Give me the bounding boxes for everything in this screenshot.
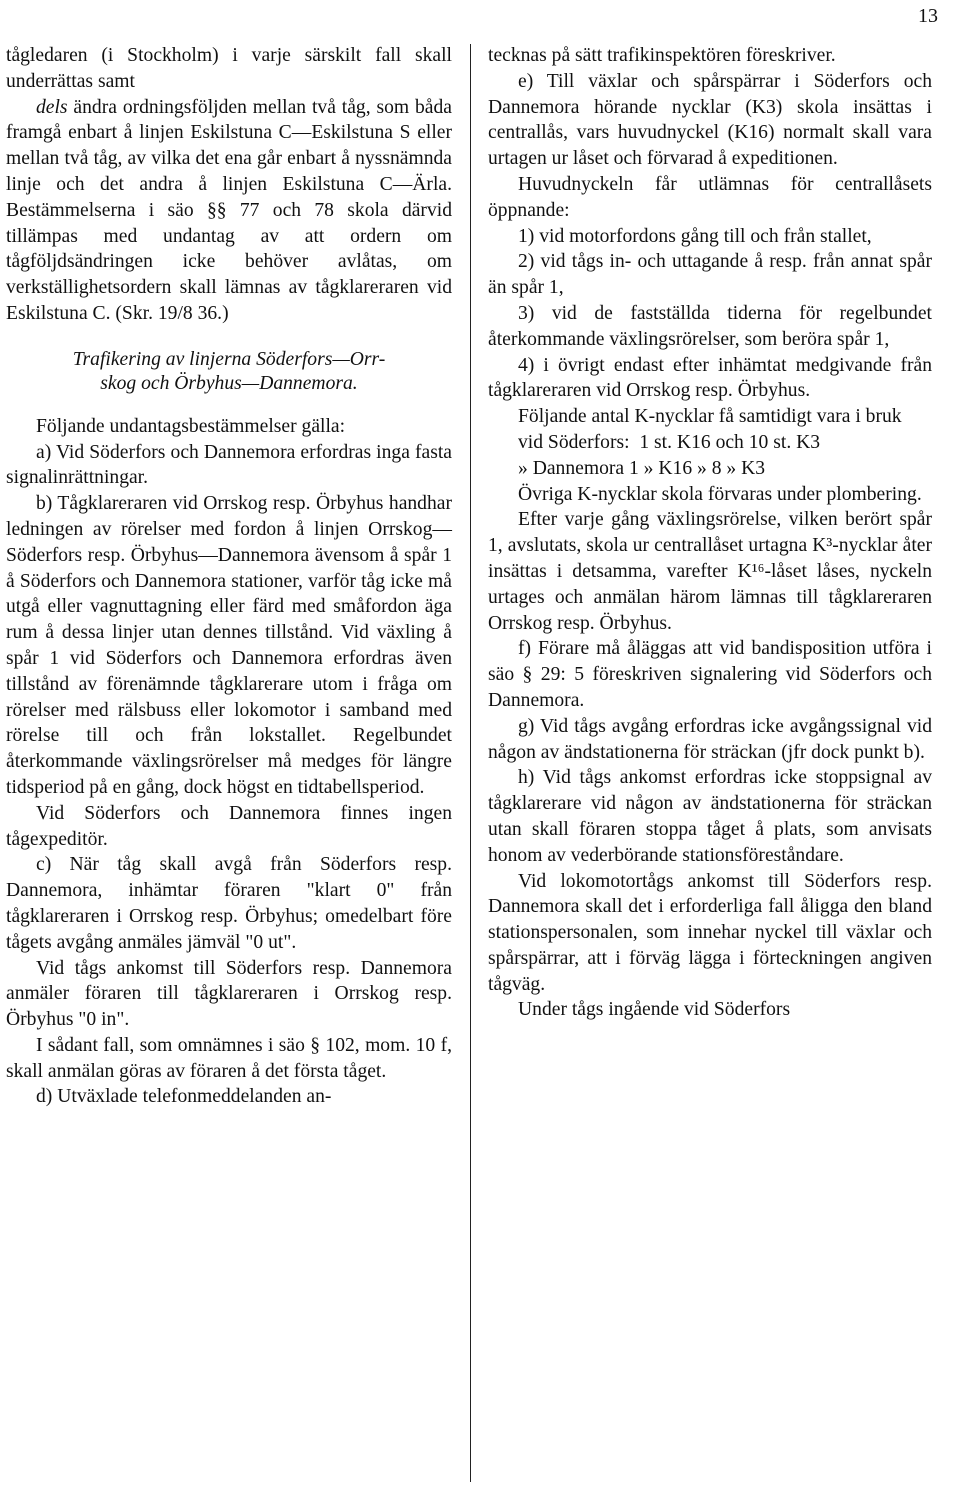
left-column [6, 43, 452, 1110]
paragraph: I sådant fall, som omnämnes i säo § 102, mom. 10 f, skall anmälan göras av föraren å det första tåget. [6, 1034, 452, 1082]
paragraph: d) Utväxlade telefonmeddelanden an- [36, 1086, 332, 1108]
paragraph-text: ändra ordningsföljden mellan två tåg, som båda framgå enbart å linjen Eskilstuna C—Eskilstuna S eller mellan två tåg, av vilka det ena går enbart å nyssnämnda linje och det andra å linjen Eskilstuna C—Ärla. Bestämmelserna i säo §§ 77 och 78 skola därvid tillämpas med undantag av att ordern om tågföljdsändringen icke behöver avlåtas, om verkställighetsordern skall lämnas av tågklareraren vid Eskilstuna C. (Skr. 19/8 36.) [6, 96, 452, 324]
emphasis-word: dels [36, 96, 68, 118]
page-number: 13 [918, 5, 938, 27]
list-item: 3) vid de fastställda tiderna för regelbundet återkommande växlingsrörelser, som beröra spår 1, [488, 302, 932, 350]
paragraph: c) När tåg skall avgå från Söderfors resp. Dannemora, inhämtar föraren "klart 0" från tågklareraren i Orrskog resp. Örbyhus; omedelbart före tågets avgång anmäles jämväl "0 ut". [6, 854, 452, 953]
paragraph: Övriga K-nycklar skola förvaras under plombering. [518, 483, 922, 505]
paragraph: Följande antal K-nycklar få samtidigt vara i bruk [518, 406, 902, 428]
list-item: 2) vid tågs in- och uttagande å resp. från annat spår än spår 1, [488, 251, 932, 299]
list-item: 1) vid motorfordons gång till och från stallet, [518, 225, 872, 247]
paragraph: Efter varje gång växlingsrörelse, vilken berört spår 1, avslutats, skola ur centrallåset urtagna K³-nycklar åter insättas i detsamma, varefter K¹⁶-låset låses, nyckeln urtages och anmälan härom lämnas till tågklareraren Orrskog resp. Örbyhus. [488, 509, 932, 634]
paragraph [6, 95, 452, 327]
paragraph: f) Förare må åläggas att vid bandisposition utföra i säo § 29: 5 föreskriven signalering vid Söderfors och Dannemora. [488, 638, 932, 711]
paragraph: e) Till växlar och spårspärrar i Söderfors och Dannemora hörande nycklar (K3) skola insättas i centrallås, vars huvudnyckel (K16) normalt skall vara urtagen ur låset och förvarad å expeditionen. [488, 70, 932, 170]
right-column [488, 43, 932, 1023]
paragraph: g) Vid tågs avgång erfordras icke avgångssignal vid någon av ändstationerna för sträckan (jfr dock punkt b). [488, 715, 932, 763]
paragraph: a) Vid Söderfors och Dannemora erfordras inga fasta signalinrättningar. [6, 441, 452, 489]
section-heading [6, 348, 452, 396]
column-divider [470, 44, 471, 1482]
key-count-row: » Dannemora 1 » K16 » 8 » K3 [518, 457, 766, 479]
list-item: 4) i övrigt endast efter inhämtat medgivande från tågklareraren vid Orrskog resp. Örbyhus. [488, 354, 932, 402]
paragraph: b) Tågklareraren vid Orrskog resp. Örbyhus handhar ledningen av rörelser med fordon å linjen Orrskog—Söderfors resp. Örbyhus—Dannemora ävensom å spår 1 å Söderfors och Dannemora stationer, varför tåg icke må utgå eller vagnuttagning eller färd med småfordon äga rum å dessa linjer utan dennes tillstånd. Vid växling å spår 1 vid Söderfors och Dannemora erfordras även tillstånd av förenämnde tågklarerare utom i fråga om rörelser med rälsbuss eller lokomotor i samband med rörelse till och från lokstallet. Regelbundet återkommande växlingsrörelser må medges för längre tidsperiod på en gång, dock högst en tidtabellsperiod. [6, 493, 452, 798]
paragraph: Vid Söderfors och Dannemora finnes ingen tågexpeditör. [6, 802, 452, 850]
paragraph: h) Vid tågs ankomst erfordras icke stoppsignal av tågklarerare vid någon av ändstationerna för sträckan utan skall föraren stoppa tåget å plats, som anvisats honom av vederbörande stationsföreståndare. [488, 767, 932, 866]
heading-line: Trafikering av linjerna Söderfors—Orr- [72, 348, 386, 370]
key-count-row: vid Söderfors: 1 st. K16 och 10 st. K3 [518, 431, 821, 453]
paragraph: Följande undantagsbestämmelser gälla: [36, 415, 346, 437]
paragraph: tecknas på sätt trafikinspektören föreskriver. [488, 45, 836, 66]
paragraph: Under tågs ingående vid Söderfors [518, 999, 791, 1021]
paragraph: Vid lokomotortågs ankomst till Söderfors resp. Dannemora skall det i erforderliga fall åligga den bland stationspersonalen, som innehar nyckel till växlar och spårspärrar, att i förväg lägga i förteckningen angiven tågväg. [488, 870, 932, 995]
paragraph: Vid tågs ankomst till Söderfors resp. Dannemora anmäler föraren till tågklareraren i Orrskog resp. Örbyhus "0 in". [6, 957, 452, 1031]
paragraph: tågledaren (i Stockholm) i varje särskilt fall skall underrättas samt [6, 45, 452, 92]
heading-line: skog och Örbyhus—Dannemora. [100, 372, 358, 394]
paragraph: Huvudnyckeln får utlämnas för centrallåsets öppnande: [488, 173, 932, 221]
